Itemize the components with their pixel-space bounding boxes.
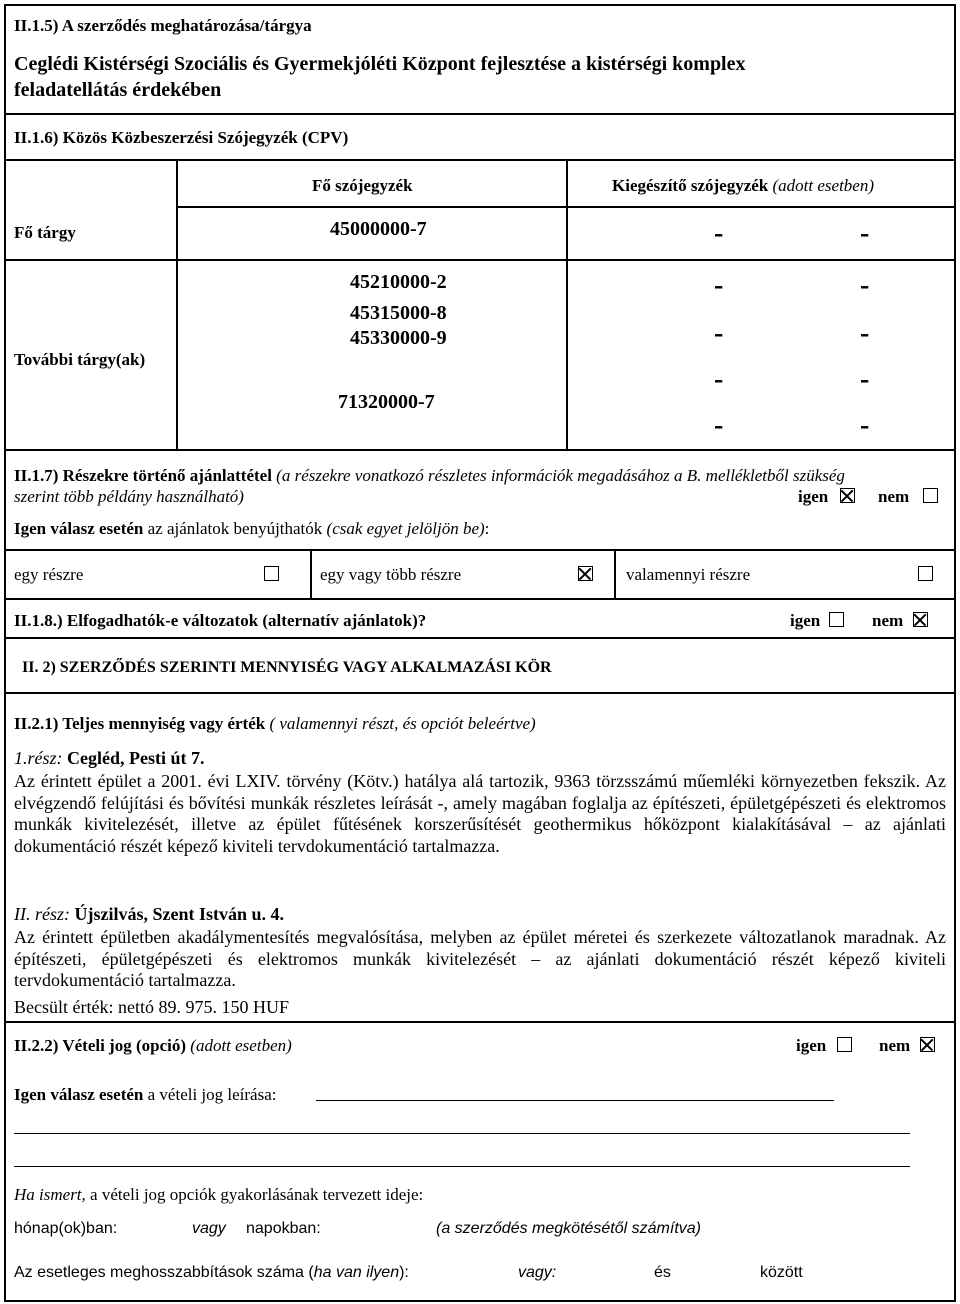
option-one-part-checkbox[interactable]	[264, 566, 279, 581]
contract-title-line2: feladatellátás érdekében	[14, 79, 222, 101]
option-timing-line	[14, 1185, 423, 1205]
from-contract-note: (a szerződés megkötésétől számítva)	[436, 1220, 701, 1237]
cpv-col-divider-2	[566, 159, 568, 450]
part1-place: Cegléd, Pesti út 7.	[67, 748, 205, 768]
section-1-8-heading: II.1.8.) Elfogadhatók-e változatok (alternatív ajánlatok)?	[14, 611, 427, 630]
option-description-field-2[interactable]	[14, 1133, 910, 1134]
cpv-col-supp-header	[612, 176, 874, 196]
cpv-col-supp-label: Kiegészítő szójegyzék	[612, 176, 769, 195]
section-1-7-heading	[14, 466, 845, 486]
part2-line	[14, 904, 284, 925]
section-1-7-line2: szerint több példány használható)	[14, 487, 244, 506]
option-igen-checkbox[interactable]	[837, 1037, 852, 1052]
section-2-heading: II. 2) SZERZŐDÉS SZERINTI MENNYISÉG VAGY ALKALMAZÁSI KÖR	[22, 659, 552, 676]
cpv-table-bottom	[4, 449, 956, 451]
cpv-main-supp-dash-2: -	[860, 218, 870, 249]
parts-igen-label: igen	[798, 487, 829, 506]
option-one-or-more-label: egy vagy több részre	[320, 565, 462, 584]
extensions-text: Az esetleges meghosszabbítások száma (	[14, 1264, 314, 1281]
parts-answer-rest: az ajánlatok benyújthatók	[147, 519, 323, 538]
cpv-supp-dash: -	[860, 318, 870, 349]
part1-line	[14, 748, 204, 769]
section-1-5-heading: II.1.5) A szerződés meghatározása/tárgya	[14, 16, 312, 35]
variants-igen-label: igen	[790, 611, 821, 630]
extensions-between: között	[760, 1264, 803, 1281]
section-2-1-heading	[14, 714, 536, 734]
cpv-col-supp-note: (adott esetben)	[772, 176, 874, 195]
parts-nem-checkbox[interactable]	[923, 488, 938, 503]
part1-description: Az érintett épület a 2001. évi LXIV. törvény (Kötv.) hatálya alá tartozik, 9363 törzsszámú műemléki környezetben fekszik. Az elvégzendő felújítási és bővítési munkák részletes leírását -, amely magában foglalja az építészeti, épületgépészeti és elektromos munkák kivitelezését, illetve az épület fűtésének korszerűsítését geothermikus hőközpont kialakításával – az ajánlati dokumentáció részét képező kiviteli tervdokumentáció tartalmazza.	[14, 771, 946, 856]
option-answer-rest: a vételi jog leírása:	[147, 1085, 277, 1104]
parts-answer-line	[14, 519, 489, 539]
cpv-supp-dash: -	[714, 410, 724, 441]
option-timing-rest: a vételi jog opciók gyakorlásának tervezett ideje:	[90, 1185, 424, 1204]
part2-label: II. rész:	[14, 904, 70, 924]
option-timing-italic: Ha ismert,	[14, 1185, 86, 1204]
cpv-code-4: 71320000-7	[338, 391, 435, 413]
option-answer-line	[14, 1085, 277, 1105]
variants-igen-checkbox[interactable]	[829, 612, 844, 627]
cpv-table-top	[4, 159, 956, 161]
parts-options-top	[4, 549, 956, 551]
bottom-border	[4, 1300, 956, 1302]
option-answer-bold: Igen válasz esetén	[14, 1085, 144, 1104]
divider-2	[4, 692, 956, 694]
months-label: hónap(ok)ban:	[14, 1220, 118, 1237]
section-1-7-heading-italic: (a részekre vonatkozó részletes információk megadásához a B. mellékletből szükség	[276, 466, 845, 485]
extensions-italic: ha van ilyen	[313, 1264, 400, 1281]
extensions-line	[14, 1264, 409, 1282]
variants-nem-checkbox[interactable]	[913, 612, 928, 627]
cpv-supp-dash: -	[714, 318, 724, 349]
cpv-col-main-header: Fő szójegyzék	[312, 176, 413, 195]
cpv-supp-dash: -	[860, 364, 870, 395]
section-2-2-heading-italic: (adott esetben)	[190, 1036, 292, 1055]
parts-option-divider-2	[614, 549, 616, 599]
divider-1-8	[4, 637, 956, 639]
estimated-value: Becsült érték: nettó 89. 975. 150 HUF	[14, 997, 289, 1017]
section-1-7-heading-bold: II.1.7) Részekre történő ajánlattétel	[14, 466, 272, 485]
cpv-code-3: 45330000-9	[350, 327, 447, 349]
right-border	[954, 4, 956, 1302]
extensions-and: és	[654, 1264, 671, 1281]
parts-nem-label: nem	[878, 487, 910, 506]
section-1-6-heading	[14, 128, 348, 148]
section-2-2-heading	[14, 1036, 292, 1056]
option-one-part-label: egy részre	[14, 565, 84, 584]
months-or: vagy	[192, 1220, 226, 1237]
section-2-1-heading-italic: ( valamennyi részt, és opciót beleértve)	[269, 714, 536, 733]
option-description-field-3[interactable]	[14, 1166, 910, 1167]
top-border	[4, 4, 956, 6]
cpv-row-divider	[4, 259, 956, 261]
option-igen-label: igen	[796, 1036, 827, 1055]
section-2-1-heading-bold: II.2.1) Teljes mennyiség vagy érték	[14, 714, 266, 733]
section-2-2-heading-bold: II.2.2) Vételi jog (opció)	[14, 1036, 187, 1055]
extensions-end: ):	[399, 1264, 409, 1281]
cpv-row-main-label: Fő tárgy	[14, 223, 76, 242]
option-description-field-1[interactable]	[316, 1100, 834, 1101]
part1-label: 1.rész:	[14, 748, 63, 768]
cpv-col-divider-1	[176, 159, 178, 450]
cpv-header-divider	[176, 206, 956, 208]
cpv-supp-dash: -	[714, 270, 724, 301]
cpv-code-1: 45210000-2	[350, 271, 447, 293]
option-one-or-more-checkbox[interactable]	[578, 566, 593, 581]
cpv-supp-dash: -	[714, 364, 724, 395]
parts-answer-bold: Igen válasz esetén	[14, 519, 144, 538]
left-border	[4, 4, 6, 1302]
contract-title-line1: Ceglédi Kistérségi Szociális és Gyermekjóléti Központ fejlesztése a kistérségi komplex	[14, 53, 746, 75]
cpv-supp-dash: -	[860, 410, 870, 441]
part2-description: Az érintett épületben akadálymentesítés megvalósítása, melyben az épület méretei és szerkezete változatlanok maradnak. Az építészeti, épületgépészeti és elektromos munkák kivitelezését – az ajánlati dokumentáció részét képező kiviteli tervdokumentáció tartalmazza.	[14, 927, 946, 990]
section-1-6-heading-text: II.1.6) Közös Közbeszerzési Szójegyzék (CPV)	[14, 128, 349, 147]
divider-2-1	[4, 1021, 956, 1023]
days-label: napokban:	[246, 1220, 321, 1237]
option-all-parts-label: valamennyi részre	[626, 565, 751, 584]
parts-answer-colon: :	[484, 519, 490, 538]
cpv-row-more-label: További tárgy(ak)	[14, 350, 146, 369]
parts-answer-italic: (csak egyet jelöljön be)	[326, 519, 485, 538]
parts-options-bottom	[4, 598, 956, 600]
cpv-supp-dash: -	[860, 270, 870, 301]
extensions-or: vagy:	[518, 1264, 557, 1281]
cpv-main-code: 45000000-7	[330, 218, 427, 240]
option-nem-label: nem	[879, 1036, 911, 1055]
part2-place: Újszilvás, Szent István u. 4.	[74, 904, 285, 924]
option-all-parts-checkbox[interactable]	[918, 566, 933, 581]
option-nem-checkbox[interactable]	[920, 1037, 935, 1052]
cpv-code-2: 45315000-8	[350, 302, 447, 324]
variants-nem-label: nem	[872, 611, 904, 630]
divider-1-5	[4, 113, 956, 115]
cpv-main-supp-dash-1: -	[714, 218, 724, 249]
parts-option-divider-1	[310, 549, 312, 599]
parts-igen-checkbox[interactable]	[840, 488, 855, 503]
